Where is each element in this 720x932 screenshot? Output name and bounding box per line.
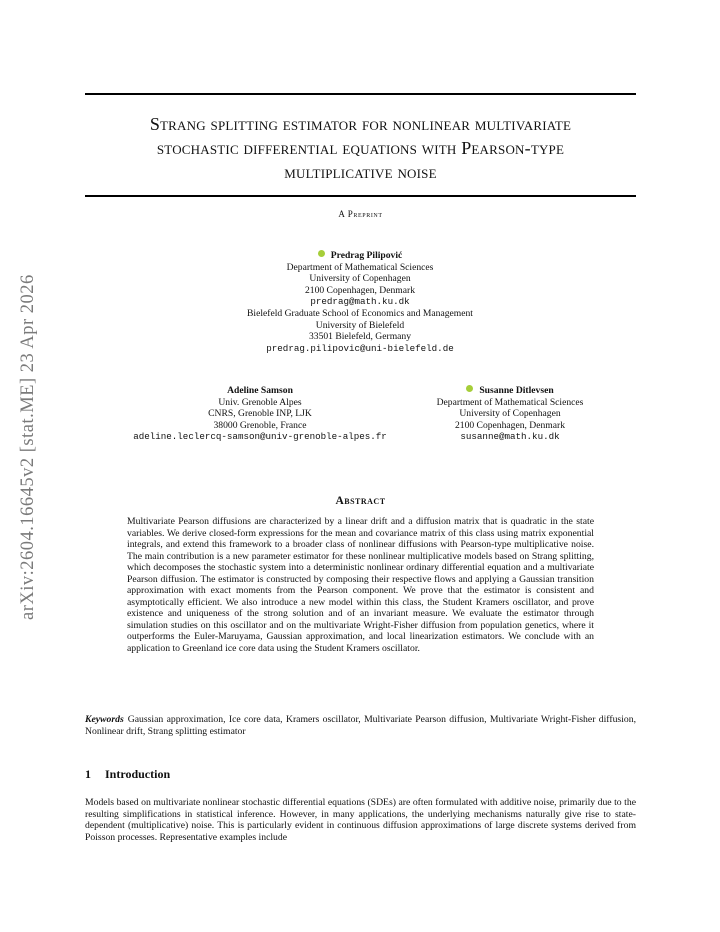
affiliation-line: 38000 Grenoble, France xyxy=(213,419,307,431)
section-number: 1 xyxy=(85,767,91,781)
title-line-1: Strang splitting estimator for nonlinear multivariate xyxy=(149,114,572,134)
paper-title xyxy=(85,112,636,184)
author-email[interactable]: predrag@math.ku.dk xyxy=(310,296,410,308)
author-email[interactable]: predrag.pilipovic@uni-bielefeld.de xyxy=(266,342,454,354)
author-pilipovic xyxy=(160,250,560,354)
affiliation-line: University of Copenhagen xyxy=(459,408,561,420)
affiliation-line: Department of Mathematical Sciences xyxy=(286,261,434,273)
keywords-label: Keywords xyxy=(85,714,124,725)
keywords-text: Gaussian approximation, Ice core data, Kramers oscillator, Multivariate Pearson diffusion, Multivariate Wright-Fisher diffusion, Nonlinear drift, Strang splitting estimator xyxy=(85,714,636,737)
author-email[interactable]: adeline.leclercq-samson@univ-grenoble-alpes.fr xyxy=(133,431,387,443)
orcid-icon[interactable] xyxy=(318,250,325,257)
affiliation-line: 2100 Copenhagen, Denmark xyxy=(304,284,416,296)
affiliation-line: University of Copenhagen xyxy=(309,273,411,285)
title-bottom-rule xyxy=(85,195,636,197)
affiliation-line: 2100 Copenhagen, Denmark xyxy=(454,419,566,431)
title-top-rule xyxy=(85,93,636,95)
preprint-label: A Preprint xyxy=(338,209,383,219)
affiliation-line: Department of Mathematical Sciences xyxy=(436,396,584,408)
author-samson xyxy=(80,385,440,443)
title-line-3: multiplicative noise xyxy=(284,162,437,182)
affiliation-line: 33501 Bielefeld, Germany xyxy=(308,331,412,343)
author-name: Predrag Pilipović xyxy=(330,250,403,261)
keywords xyxy=(85,714,636,737)
author-ditlevsen xyxy=(390,385,630,443)
orcid-icon[interactable] xyxy=(466,385,473,392)
arxiv-side-label: arXiv:2604.16645v2 [stat.ME] 23 Apr 2026 xyxy=(18,274,38,620)
abstract-heading: Abstract xyxy=(335,495,386,507)
author-email[interactable]: susanne@math.ku.dk xyxy=(460,431,560,443)
affiliation-line: University of Bielefeld xyxy=(315,319,405,331)
section-heading xyxy=(85,767,636,782)
title-line-2: stochastic differential equations with Pearson-type xyxy=(156,138,565,158)
affiliation-line: Bielefeld Graduate School of Economics and Management xyxy=(247,307,473,319)
author-name: Susanne Ditlevsen xyxy=(479,385,554,396)
affiliation-line: CNRS, Grenoble INP, LJK xyxy=(208,408,312,420)
section-title: Introduction xyxy=(105,767,171,781)
affiliation-line: Univ. Grenoble Alpes xyxy=(218,396,302,408)
abstract-text: Multivariate Pearson diffusions are characterized by a linear drift and a diffusion matrix that is quadratic in the state variables. We derive closed-form expressions for the mean and covariance matrix of this class using matrix exponential integrals, and extend this framework to a broader class of nonlinear diffusions with Pearson-type multiplicative noise. The main contribution is a new parameter estimator for these nonlinear multiplicative models based on Strang splitting, which decomposes the stochastic system into a deterministic nonlinear ordinary differential equation and a multivariate Pearson diffusion. The estimator is constructed by composing their respective flows and applying a Gaussian transition approximation with exact moments from the Pearson component. We prove that the estimator is consistent and asymptotically efficient. We also introduce a new model within this class, the Student Kramers oscillator, and prove existence and uniqueness of the strong solution and of an invariant measure. We evaluate the estimator through simulation studies on this oscillator and on the multivariate Wright-Fisher diffusion from population genetics, where it outperforms the Euler-Maruyama, Gaussian approximation, and local linearization estimators. We conclude with an application to Greenland ice core data using the Student Kramers oscillator. xyxy=(127,516,594,655)
intro-paragraph: Models based on multivariate nonlinear stochastic differential equations (SDEs) are often formulated with additive noise, primarily due to the resulting simplifications in statistical inference. However, in many applications, the underlying mechanisms naturally give rise to state-dependent (multiplicative) noise. This is particularly evident in continuous diffusion approximations of large discrete systems derived from Poisson processes. Representative examples include xyxy=(85,797,636,843)
author-name: Adeline Samson xyxy=(227,385,293,396)
